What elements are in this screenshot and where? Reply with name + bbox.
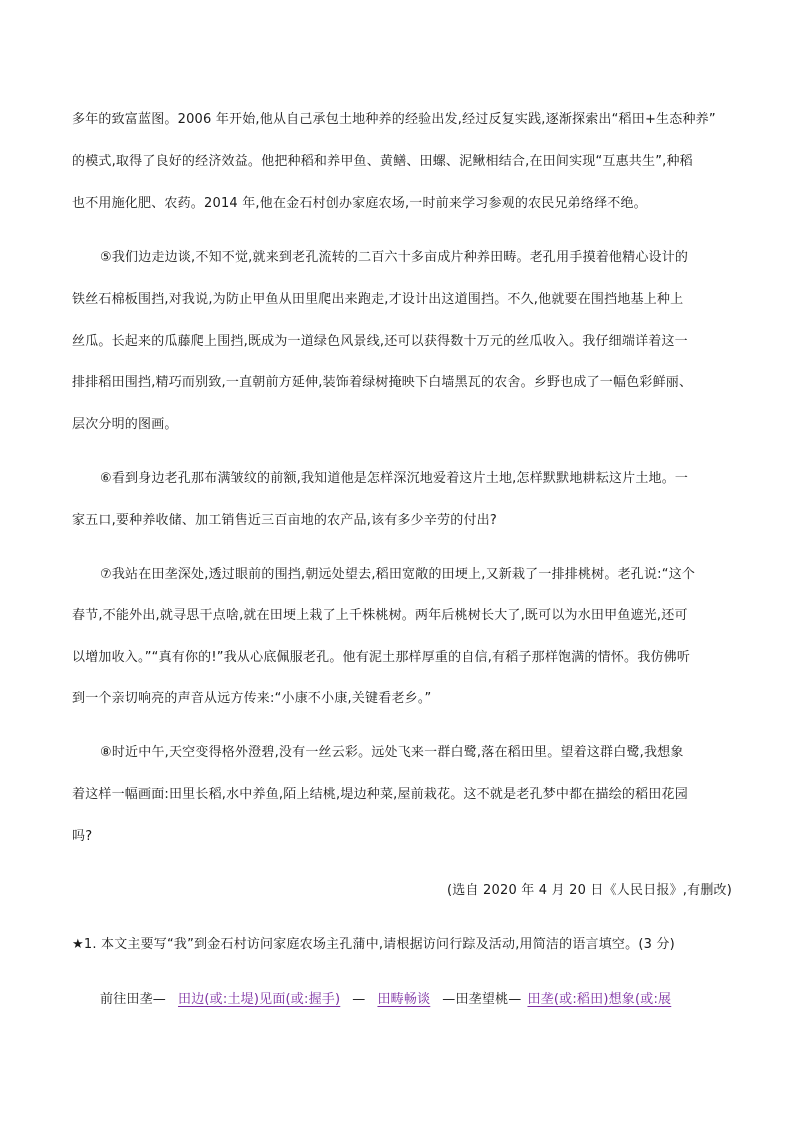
paragraph-7-line: 春节,不能外出,就寻思干点啥,就在田埂上栽了上千株桃树。两年后桃树长大了,既可以为水田甲鱼遮光,还可 xyxy=(72,608,688,623)
answer-prefix: 前往田垄— xyxy=(100,992,167,1007)
paragraph-7-line: 以增加收入。”“真有你的!”我从心底佩服老孔。他有泥土那样厚重的自信,有稻子那样饱满的情怀。我仿佛听 xyxy=(72,650,691,665)
paragraph-6-line: ⑥看到身边老孔那布满皱纹的前额,我知道他是怎样深沉地爱着这片土地,怎样默默地耕耘这片土地。一 xyxy=(100,471,689,486)
paragraph-5-line: ⑤我们边走边谈,不知不觉,就来到老孔流转的二百六十多亩成片种养田畴。老孔用手摸着他精心设计的 xyxy=(100,250,689,265)
paragraph-5-line: 丝瓜。长起来的瓜藤爬上围挡,既成为一道绿色风景线,还可以获得数十万元的丝瓜收入。我仔细端详着这一 xyxy=(72,334,688,349)
answer-separator: — xyxy=(352,992,366,1007)
paragraph-6-line: 家五口,要种养收储、加工销售近三百亩地的农产品,该有多少辛劳的付出? xyxy=(72,513,497,528)
paragraph-7-line: ⑦我站在田垄深处,透过眼前的围挡,朝远处望去,稻田宽敞的田埂上,又新栽了一排排桃树。老孔说:“这个 xyxy=(100,567,696,582)
paragraph-8-line: 着这样一幅画面:田里长稻,水中养鱼,陌上结桃,堤边种菜,屋前栽花。这不就是老孔梦中都在描绘的稻田花园 xyxy=(72,787,688,802)
paragraph-line: 多年的致富蓝图。2006 年开始,他从自己承包土地种养的经验出发,经过反复实践,逐渐探索出“稻田+生态种养” xyxy=(72,112,716,127)
source-citation: (选自 2020 年 4 月 20 日《人民日报》,有删改) xyxy=(447,883,732,898)
paragraph-7-line: 到一个亲切响亮的声音从远方传来:“小康不小康,关键看老乡。” xyxy=(72,691,432,706)
answer-blank-2: 田畴畅谈 xyxy=(377,992,431,1007)
paragraph-5-line: 排排稻田围挡,精巧而别致,一直朝前方延伸,装饰着绿树掩映下白墙黑瓦的农舍。乡野也成了一幅色彩鲜丽、 xyxy=(72,375,693,390)
paragraph-line: 的模式,取得了良好的经济效益。他把种稻和养甲鱼、黄鳝、田螺、泥鳅相结合,在田间实现“互惠共生”,种稻 xyxy=(72,154,693,169)
paragraph-8-line: 吗? xyxy=(72,829,93,844)
answer-blank-3: 田垄(或:稻田)想象(或:展 xyxy=(527,992,672,1007)
paragraph-5-line: 铁丝石棉板围挡,对我说,为防止甲鱼从田里爬出来跑走,才设计出这道围挡。不久,他就要在围挡地基上种上 xyxy=(72,292,684,307)
answer-middle: —田垄望桃— xyxy=(442,992,522,1007)
answer-blank-1: 田边(或:土堤)见面(或:握手) xyxy=(178,992,341,1007)
answer-line xyxy=(100,991,671,1009)
paragraph-8-line: ⑧时近中午,天空变得格外澄碧,没有一丝云彩。远处飞来一群白鹭,落在稻田里。望着这群白鹭,我想象 xyxy=(100,745,684,760)
question-1: ★1. 本文主要写“我”到金石村访问家庭农场主孔蒲中,请根据访问行踪及活动,用简洁的语言填空。(3 分) xyxy=(72,937,675,952)
paragraph-5-line: 层次分明的图画。 xyxy=(72,417,178,432)
paragraph-line: 也不用施化肥、农药。2014 年,他在金石村创办家庭农场,一时前来学习参观的农民兄弟络绎不绝。 xyxy=(72,196,647,211)
